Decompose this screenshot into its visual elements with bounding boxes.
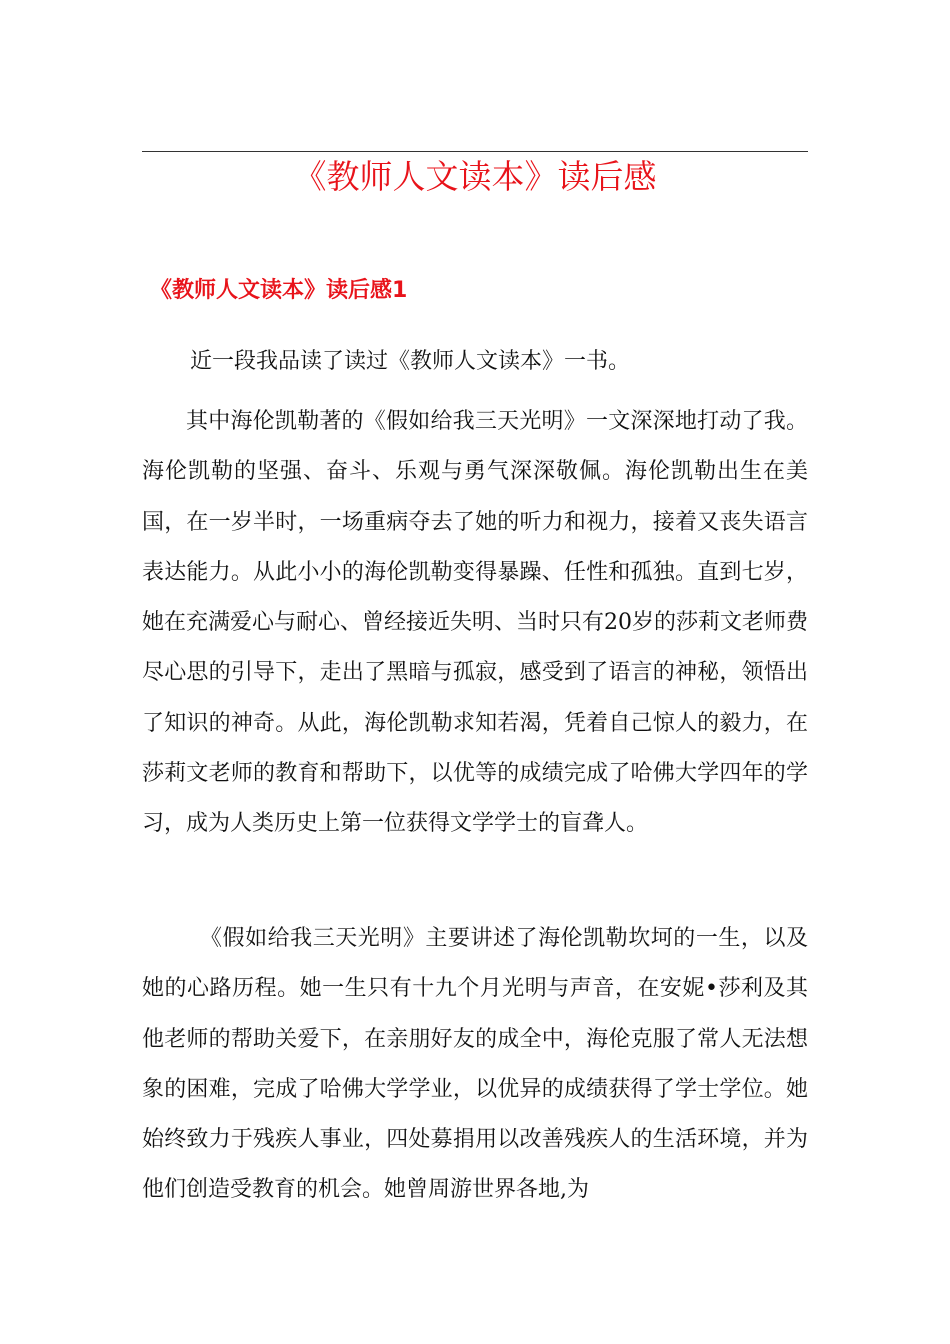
document-title: 《教师人文读本》读后感	[293, 157, 657, 196]
section-heading: 《教师人文读本》读后感1	[150, 278, 408, 303]
body-paragraph-3: 《假如给我三天光明》主要讲述了海伦凯勒坎坷的一生，以及她的心路历程。她一生只有十九个月光明与声音，在安妮•莎利及其他老师的帮助关爱下，在亲朋好友的成全中，海伦克服了常人无法想象的困难，完成了哈佛大学学业，以优异的成绩获得了学士学位。她始终致力于残疾人事业，四处募捐用以改善残疾人的生活环境，并为他们创造受教育的机会。她曾周游世界各地,为	[142, 926, 808, 1203]
body-paragraph-2: 其中海伦凯勒著的《假如给我三天光明》一文深深地打动了我。海伦凯勒的坚强、奋斗、乐观与勇气深深敬佩。海伦凯勒出生在美国，在一岁半时，一场重病夺去了她的听力和视力，接着又丧失语言表达能力。从此小小的海伦凯勒变得暴躁、任性和孤独。直到七岁，她在充满爱心与耐心、曾经接近失明、当时只有20岁的莎莉文老师费尽心思的引导下，走出了黑暗与孤寂，感受到了语言的神秘，领悟出了知识的神奇。从此，海伦凯勒求知若渴，凭着自己惊人的毅力，在莎莉文老师的教育和帮助下，以优等的成绩完成了哈佛大学四年的学习，成为人类历史上第一位获得文学学士的盲聋人。	[142, 409, 808, 837]
body-paragraph-1: 近一段我品读了读过《教师人文读本》一书。	[190, 349, 631, 374]
